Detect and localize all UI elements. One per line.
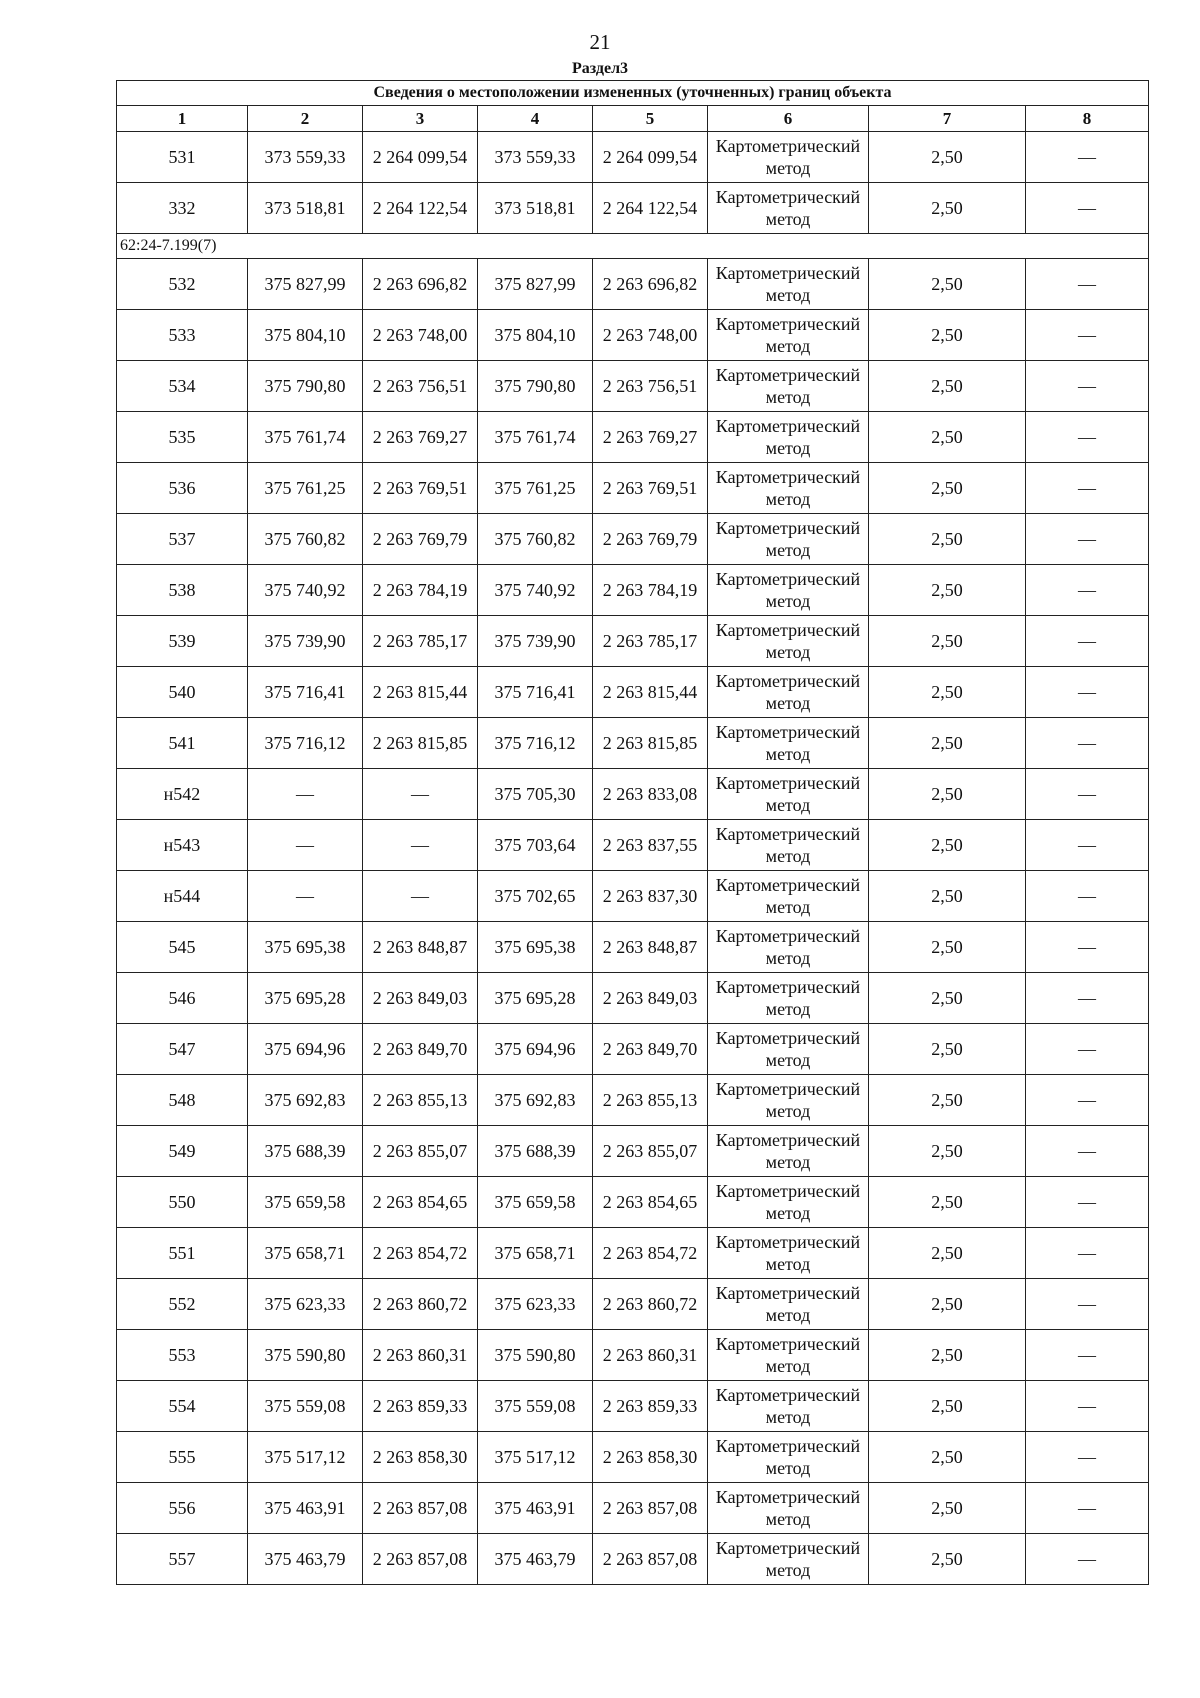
accuracy-cell: 2,50: [869, 1177, 1026, 1228]
x-old-cell: 375 688,39: [248, 1126, 363, 1177]
x-new-cell: 375 694,96: [478, 1024, 593, 1075]
accuracy-cell: 2,50: [869, 1381, 1026, 1432]
method-cell: Картометрический метод: [708, 1177, 869, 1228]
y-old-cell: 2 263 849,03: [363, 973, 478, 1024]
y-old-cell: 2 263 784,19: [363, 565, 478, 616]
y-new-cell: 2 263 784,19: [593, 565, 708, 616]
page-number: 21: [589, 30, 611, 54]
x-new-cell: 375 688,39: [478, 1126, 593, 1177]
point-id-cell: 551: [117, 1228, 248, 1279]
y-old-cell: 2 263 815,44: [363, 667, 478, 718]
accuracy-cell: 2,50: [869, 361, 1026, 412]
point-id-cell: 557: [117, 1534, 248, 1585]
x-new-cell: 375 658,71: [478, 1228, 593, 1279]
method-cell: Картометрический метод: [708, 565, 869, 616]
parcel-group-label: 62:24-7.199(7): [117, 234, 1149, 259]
x-old-cell: 373 559,33: [248, 132, 363, 183]
point-id-cell: 554: [117, 1381, 248, 1432]
point-id-cell: н542: [117, 769, 248, 820]
table-row: [117, 1534, 1149, 1585]
x-old-cell: 375 692,83: [248, 1075, 363, 1126]
method-cell: Картометрический метод: [708, 132, 869, 183]
table-row: [117, 183, 1149, 234]
note-cell: —: [1026, 1126, 1149, 1177]
x-old-cell: 375 739,90: [248, 616, 363, 667]
y-old-cell: 2 263 855,13: [363, 1075, 478, 1126]
accuracy-cell: 2,50: [869, 922, 1026, 973]
x-old-cell: —: [248, 820, 363, 871]
method-cell: Картометрический метод: [708, 820, 869, 871]
y-old-cell: 2 263 769,27: [363, 412, 478, 463]
method-cell: Картометрический метод: [708, 1483, 869, 1534]
y-old-cell: 2 263 769,79: [363, 514, 478, 565]
table-row: [117, 1381, 1149, 1432]
note-cell: —: [1026, 1279, 1149, 1330]
y-old-cell: 2 263 858,30: [363, 1432, 478, 1483]
table-body: [117, 132, 1149, 1585]
x-old-cell: 375 658,71: [248, 1228, 363, 1279]
point-id-cell: 547: [117, 1024, 248, 1075]
y-old-cell: 2 264 099,54: [363, 132, 478, 183]
x-new-cell: 375 761,25: [478, 463, 593, 514]
column-header: 2: [248, 106, 363, 132]
method-cell: Картометрический метод: [708, 667, 869, 718]
note-cell: —: [1026, 310, 1149, 361]
point-id-cell: 532: [117, 259, 248, 310]
point-id-cell: 537: [117, 514, 248, 565]
x-new-cell: 375 716,41: [478, 667, 593, 718]
y-new-cell: 2 263 857,08: [593, 1534, 708, 1585]
note-cell: —: [1026, 1330, 1149, 1381]
table-row: [117, 1432, 1149, 1483]
accuracy-cell: 2,50: [869, 514, 1026, 565]
table-caption: Сведения о местоположении измененных (уточненных) границ объекта: [117, 81, 1149, 106]
method-cell: Картометрический метод: [708, 1126, 869, 1177]
y-old-cell: 2 263 848,87: [363, 922, 478, 973]
y-new-cell: 2 263 854,65: [593, 1177, 708, 1228]
note-cell: —: [1026, 922, 1149, 973]
method-cell: Картометрический метод: [708, 1381, 869, 1432]
y-new-cell: 2 263 769,51: [593, 463, 708, 514]
x-old-cell: 375 716,12: [248, 718, 363, 769]
x-old-cell: 375 623,33: [248, 1279, 363, 1330]
note-cell: —: [1026, 1483, 1149, 1534]
method-cell: Картометрический метод: [708, 718, 869, 769]
note-cell: —: [1026, 667, 1149, 718]
point-id-cell: 553: [117, 1330, 248, 1381]
x-old-cell: 375 827,99: [248, 259, 363, 310]
column-header: 7: [869, 106, 1026, 132]
table-row: [117, 565, 1149, 616]
table-row: [117, 973, 1149, 1024]
note-cell: —: [1026, 820, 1149, 871]
y-old-cell: 2 263 857,08: [363, 1483, 478, 1534]
column-header: 4: [478, 106, 593, 132]
table-row: [117, 718, 1149, 769]
table-row: [117, 259, 1149, 310]
point-id-cell: 538: [117, 565, 248, 616]
note-cell: —: [1026, 1075, 1149, 1126]
x-new-cell: 375 716,12: [478, 718, 593, 769]
x-new-cell: 375 740,92: [478, 565, 593, 616]
y-new-cell: 2 263 815,85: [593, 718, 708, 769]
point-id-cell: 332: [117, 183, 248, 234]
y-new-cell: 2 263 860,72: [593, 1279, 708, 1330]
column-header: 1: [117, 106, 248, 132]
accuracy-cell: 2,50: [869, 1024, 1026, 1075]
x-new-cell: 375 790,80: [478, 361, 593, 412]
x-old-cell: —: [248, 769, 363, 820]
note-cell: —: [1026, 1432, 1149, 1483]
accuracy-cell: 2,50: [869, 412, 1026, 463]
y-new-cell: 2 264 122,54: [593, 183, 708, 234]
y-new-cell: 2 263 860,31: [593, 1330, 708, 1381]
y-old-cell: 2 263 696,82: [363, 259, 478, 310]
accuracy-cell: 2,50: [869, 1075, 1026, 1126]
point-id-cell: 534: [117, 361, 248, 412]
accuracy-cell: 2,50: [869, 1432, 1026, 1483]
y-new-cell: 2 263 833,08: [593, 769, 708, 820]
x-new-cell: 375 659,58: [478, 1177, 593, 1228]
x-new-cell: 375 517,12: [478, 1432, 593, 1483]
point-id-cell: 540: [117, 667, 248, 718]
table-caption-row: [117, 81, 1149, 106]
x-new-cell: 375 695,38: [478, 922, 593, 973]
x-old-cell: 373 518,81: [248, 183, 363, 234]
note-cell: —: [1026, 361, 1149, 412]
table-row: [117, 871, 1149, 922]
accuracy-cell: 2,50: [869, 718, 1026, 769]
x-old-cell: 375 804,10: [248, 310, 363, 361]
table-row: [117, 922, 1149, 973]
section-title: Раздел3: [571, 60, 629, 77]
column-header: 8: [1026, 106, 1149, 132]
accuracy-cell: 2,50: [869, 973, 1026, 1024]
y-new-cell: 2 263 855,07: [593, 1126, 708, 1177]
method-cell: Картометрический метод: [708, 463, 869, 514]
column-header: 3: [363, 106, 478, 132]
note-cell: —: [1026, 1228, 1149, 1279]
point-id-cell: 555: [117, 1432, 248, 1483]
x-old-cell: 375 559,08: [248, 1381, 363, 1432]
x-old-cell: 375 463,79: [248, 1534, 363, 1585]
x-new-cell: 375 623,33: [478, 1279, 593, 1330]
y-old-cell: 2 263 855,07: [363, 1126, 478, 1177]
y-old-cell: 2 263 815,85: [363, 718, 478, 769]
x-old-cell: 375 790,80: [248, 361, 363, 412]
point-id-cell: 531: [117, 132, 248, 183]
method-cell: Картометрический метод: [708, 1432, 869, 1483]
x-new-cell: 375 559,08: [478, 1381, 593, 1432]
accuracy-cell: 2,50: [869, 1279, 1026, 1330]
accuracy-cell: 2,50: [869, 667, 1026, 718]
accuracy-cell: 2,50: [869, 1330, 1026, 1381]
note-cell: —: [1026, 132, 1149, 183]
method-cell: Картометрический метод: [708, 361, 869, 412]
accuracy-cell: 2,50: [869, 1126, 1026, 1177]
x-new-cell: 373 518,81: [478, 183, 593, 234]
y-new-cell: 2 263 769,79: [593, 514, 708, 565]
accuracy-cell: 2,50: [869, 132, 1026, 183]
accuracy-cell: 2,50: [869, 769, 1026, 820]
y-old-cell: 2 263 748,00: [363, 310, 478, 361]
method-cell: Картометрический метод: [708, 183, 869, 234]
y-new-cell: 2 263 815,44: [593, 667, 708, 718]
method-cell: Картометрический метод: [708, 412, 869, 463]
table-row: [117, 1126, 1149, 1177]
x-old-cell: 375 760,82: [248, 514, 363, 565]
x-new-cell: 375 827,99: [478, 259, 593, 310]
y-old-cell: —: [363, 871, 478, 922]
column-header: 6: [708, 106, 869, 132]
method-cell: Картометрический метод: [708, 1228, 869, 1279]
point-id-cell: 533: [117, 310, 248, 361]
y-new-cell: 2 263 848,87: [593, 922, 708, 973]
x-new-cell: 375 760,82: [478, 514, 593, 565]
accuracy-cell: 2,50: [869, 565, 1026, 616]
y-new-cell: 2 264 099,54: [593, 132, 708, 183]
accuracy-cell: 2,50: [869, 616, 1026, 667]
table-row: [117, 1024, 1149, 1075]
table-row: [117, 1330, 1149, 1381]
y-old-cell: 2 264 122,54: [363, 183, 478, 234]
x-new-cell: 375 463,79: [478, 1534, 593, 1585]
note-cell: —: [1026, 1534, 1149, 1585]
table-row: [117, 1279, 1149, 1330]
point-id-cell: 535: [117, 412, 248, 463]
method-cell: Картометрический метод: [708, 616, 869, 667]
y-new-cell: 2 263 849,70: [593, 1024, 708, 1075]
x-old-cell: 375 463,91: [248, 1483, 363, 1534]
accuracy-cell: 2,50: [869, 183, 1026, 234]
note-cell: —: [1026, 1177, 1149, 1228]
accuracy-cell: 2,50: [869, 1534, 1026, 1585]
accuracy-cell: 2,50: [869, 871, 1026, 922]
method-cell: Картометрический метод: [708, 769, 869, 820]
x-old-cell: 375 659,58: [248, 1177, 363, 1228]
table-row: [117, 1075, 1149, 1126]
table-row: [117, 514, 1149, 565]
table-row: [117, 769, 1149, 820]
y-old-cell: —: [363, 769, 478, 820]
y-old-cell: 2 263 769,51: [363, 463, 478, 514]
note-cell: —: [1026, 565, 1149, 616]
y-new-cell: 2 263 696,82: [593, 259, 708, 310]
x-new-cell: 375 804,10: [478, 310, 593, 361]
point-id-cell: 546: [117, 973, 248, 1024]
x-old-cell: 375 694,96: [248, 1024, 363, 1075]
x-old-cell: 375 590,80: [248, 1330, 363, 1381]
point-id-cell: 549: [117, 1126, 248, 1177]
point-id-cell: 556: [117, 1483, 248, 1534]
table-row: [117, 463, 1149, 514]
y-old-cell: 2 263 859,33: [363, 1381, 478, 1432]
note-cell: —: [1026, 973, 1149, 1024]
note-cell: —: [1026, 769, 1149, 820]
y-new-cell: 2 263 748,00: [593, 310, 708, 361]
y-new-cell: 2 263 854,72: [593, 1228, 708, 1279]
accuracy-cell: 2,50: [869, 1228, 1026, 1279]
y-old-cell: —: [363, 820, 478, 871]
y-old-cell: 2 263 854,72: [363, 1228, 478, 1279]
x-new-cell: 375 692,83: [478, 1075, 593, 1126]
table-row: [117, 1483, 1149, 1534]
table-row: [117, 310, 1149, 361]
point-id-cell: 541: [117, 718, 248, 769]
point-id-cell: 536: [117, 463, 248, 514]
table-row: [117, 1177, 1149, 1228]
method-cell: Картометрический метод: [708, 1279, 869, 1330]
y-new-cell: 2 263 837,55: [593, 820, 708, 871]
accuracy-cell: 2,50: [869, 259, 1026, 310]
y-old-cell: 2 263 860,72: [363, 1279, 478, 1330]
y-new-cell: 2 263 857,08: [593, 1483, 708, 1534]
note-cell: —: [1026, 718, 1149, 769]
accuracy-cell: 2,50: [869, 463, 1026, 514]
point-id-cell: 545: [117, 922, 248, 973]
x-new-cell: 375 590,80: [478, 1330, 593, 1381]
y-new-cell: 2 263 855,13: [593, 1075, 708, 1126]
point-id-cell: 539: [117, 616, 248, 667]
x-old-cell: 375 695,38: [248, 922, 363, 973]
column-header: 5: [593, 106, 708, 132]
x-old-cell: 375 761,74: [248, 412, 363, 463]
accuracy-cell: 2,50: [869, 820, 1026, 871]
x-new-cell: 375 695,28: [478, 973, 593, 1024]
note-cell: —: [1026, 616, 1149, 667]
method-cell: Картометрический метод: [708, 1330, 869, 1381]
method-cell: Картометрический метод: [708, 514, 869, 565]
coordinates-table: [116, 80, 1149, 1585]
note-cell: —: [1026, 259, 1149, 310]
point-id-cell: н544: [117, 871, 248, 922]
x-old-cell: 375 695,28: [248, 973, 363, 1024]
table-row: [117, 412, 1149, 463]
table-row: [117, 616, 1149, 667]
table-group-row: [117, 234, 1149, 259]
x-new-cell: 375 463,91: [478, 1483, 593, 1534]
note-cell: —: [1026, 1381, 1149, 1432]
y-new-cell: 2 263 849,03: [593, 973, 708, 1024]
method-cell: Картометрический метод: [708, 871, 869, 922]
note-cell: —: [1026, 1024, 1149, 1075]
y-new-cell: 2 263 769,27: [593, 412, 708, 463]
x-old-cell: 375 517,12: [248, 1432, 363, 1483]
note-cell: —: [1026, 183, 1149, 234]
x-new-cell: 375 739,90: [478, 616, 593, 667]
x-old-cell: 375 761,25: [248, 463, 363, 514]
point-id-cell: 552: [117, 1279, 248, 1330]
x-old-cell: —: [248, 871, 363, 922]
x-new-cell: 375 705,30: [478, 769, 593, 820]
x-new-cell: 375 702,65: [478, 871, 593, 922]
y-old-cell: 2 263 860,31: [363, 1330, 478, 1381]
note-cell: —: [1026, 871, 1149, 922]
y-old-cell: 2 263 857,08: [363, 1534, 478, 1585]
method-cell: Картометрический метод: [708, 973, 869, 1024]
y-old-cell: 2 263 756,51: [363, 361, 478, 412]
method-cell: Картометрический метод: [708, 1534, 869, 1585]
note-cell: —: [1026, 514, 1149, 565]
table-row: [117, 820, 1149, 871]
method-cell: Картометрический метод: [708, 1024, 869, 1075]
accuracy-cell: 2,50: [869, 1483, 1026, 1534]
table-row: [117, 1228, 1149, 1279]
y-old-cell: 2 263 849,70: [363, 1024, 478, 1075]
accuracy-cell: 2,50: [869, 310, 1026, 361]
note-cell: —: [1026, 463, 1149, 514]
method-cell: Картометрический метод: [708, 922, 869, 973]
note-cell: —: [1026, 412, 1149, 463]
x-new-cell: 375 761,74: [478, 412, 593, 463]
y-old-cell: 2 263 785,17: [363, 616, 478, 667]
y-new-cell: 2 263 756,51: [593, 361, 708, 412]
x-new-cell: 373 559,33: [478, 132, 593, 183]
x-new-cell: 375 703,64: [478, 820, 593, 871]
y-new-cell: 2 263 858,30: [593, 1432, 708, 1483]
y-new-cell: 2 263 785,17: [593, 616, 708, 667]
point-id-cell: 548: [117, 1075, 248, 1126]
y-old-cell: 2 263 854,65: [363, 1177, 478, 1228]
table-row: [117, 361, 1149, 412]
x-old-cell: 375 740,92: [248, 565, 363, 616]
method-cell: Картометрический метод: [708, 1075, 869, 1126]
table-row: [117, 132, 1149, 183]
column-number-row: [117, 106, 1149, 132]
table-row: [117, 667, 1149, 718]
method-cell: Картометрический метод: [708, 310, 869, 361]
y-new-cell: 2 263 837,30: [593, 871, 708, 922]
point-id-cell: 550: [117, 1177, 248, 1228]
method-cell: Картометрический метод: [708, 259, 869, 310]
y-new-cell: 2 263 859,33: [593, 1381, 708, 1432]
point-id-cell: н543: [117, 820, 248, 871]
x-old-cell: 375 716,41: [248, 667, 363, 718]
